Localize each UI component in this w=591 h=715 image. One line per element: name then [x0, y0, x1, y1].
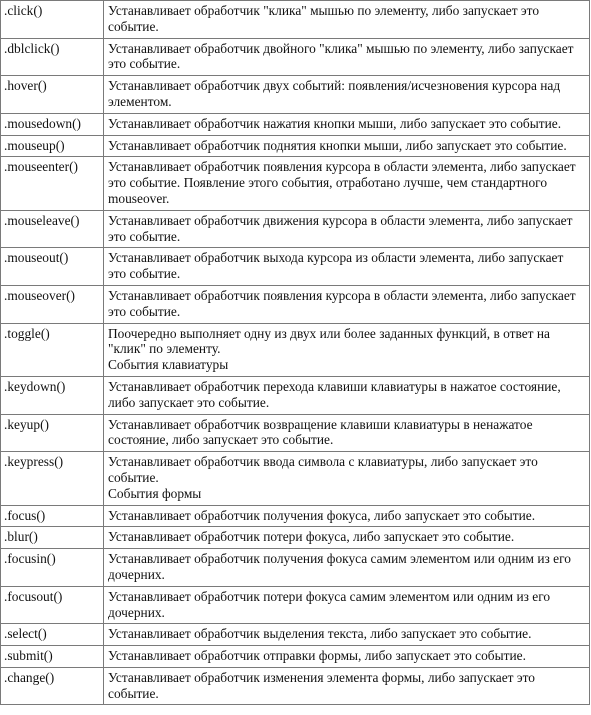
description-cell	[104, 76, 590, 114]
method-cell: .submit()	[1, 646, 104, 668]
table-row	[1, 505, 590, 527]
table-row	[1, 113, 590, 135]
method-cell: .mouseup()	[1, 135, 104, 157]
table-row	[1, 1, 590, 39]
description-cell	[104, 414, 590, 452]
table-row	[1, 549, 590, 587]
description-text: Устанавливает обработчик потери фокуса, либо запускает это событие.	[108, 529, 515, 545]
method-cell: .keydown()	[1, 376, 104, 414]
description-cell	[104, 586, 590, 624]
table-row	[1, 624, 590, 646]
description-cell	[104, 210, 590, 248]
method-cell: .blur()	[1, 527, 104, 549]
description-cell	[104, 549, 590, 587]
description-text: Устанавливает обработчик потери фокуса самим элементом или одним из его дочерних.	[108, 588, 551, 620]
table-row	[1, 586, 590, 624]
table-row	[1, 452, 590, 505]
description-cell	[104, 38, 590, 76]
description-cell	[104, 248, 590, 286]
description-cell	[104, 505, 590, 527]
table-row	[1, 38, 590, 76]
section-heading: События формы	[108, 485, 202, 501]
description-cell	[104, 452, 590, 505]
table-row	[1, 285, 590, 323]
table-row	[1, 414, 590, 452]
description-cell	[104, 1, 590, 39]
description-text: Устанавливает обработчик поднятия кнопки мыши, либо запускает это событие.	[108, 137, 567, 153]
table-row	[1, 667, 590, 705]
description-cell	[104, 157, 590, 210]
description-text: Устанавливает обработчик отправки формы, либо запускает это событие.	[108, 648, 526, 664]
description-text: Устанавливает обработчик нажатия кнопки мыши, либо запускает это событие.	[108, 115, 562, 131]
method-cell: .mouseout()	[1, 248, 104, 286]
table-row	[1, 135, 590, 157]
method-cell: .hover()	[1, 76, 104, 114]
description-text: Устанавливает обработчик "клика" мышью по элементу, либо запускает это событие.	[108, 3, 540, 34]
method-cell: .mouseleave()	[1, 210, 104, 248]
description-cell	[104, 323, 590, 376]
table-row	[1, 157, 590, 210]
description-text: Устанавливает обработчик ввода символа с клавиатуры, либо запускает это событие.	[108, 454, 538, 485]
description-cell	[104, 376, 590, 414]
method-cell: .keypress()	[1, 452, 104, 505]
description-cell	[104, 624, 590, 646]
description-text: Устанавливает обработчик изменения элемента формы, либо запускает это событие.	[108, 669, 535, 701]
description-text: Устанавливает обработчик двойного "клика" мышью по элементу, либо запускает это событие.	[108, 40, 574, 72]
table-row	[1, 527, 590, 549]
method-cell: .mousedown()	[1, 113, 104, 135]
description-text: Устанавливает обработчик появления курсора в области элемента, либо запускает это событие.	[108, 287, 576, 319]
method-cell: .select()	[1, 624, 104, 646]
method-cell: .click()	[1, 1, 104, 39]
description-cell	[104, 285, 590, 323]
description-cell	[104, 135, 590, 157]
table-row	[1, 248, 590, 286]
description-text: Устанавливает обработчик выделения текста, либо запускает это событие.	[108, 626, 532, 642]
description-text: Устанавливает обработчик двух событий: появления/исчезновения курсора над элементом.	[108, 78, 561, 109]
description-text: Устанавливает обработчик получения фокуса, либо запускает это событие.	[108, 507, 536, 523]
table-row	[1, 323, 590, 376]
method-cell: .focusin()	[1, 549, 104, 587]
method-cell: .mouseover()	[1, 285, 104, 323]
description-cell	[104, 527, 590, 549]
description-cell	[104, 113, 590, 135]
table-row	[1, 646, 590, 668]
description-text: Устанавливает обработчик движения курсора в области элемента, либо запускает это событие.	[108, 212, 573, 244]
method-cell: .dblclick()	[1, 38, 104, 76]
method-cell: .mouseenter()	[1, 157, 104, 210]
method-cell: .keyup()	[1, 414, 104, 452]
description-text: Устанавливает обработчик появления курсора в области элемента, либо запускает это событие. Появление этого события, отработано лучше, чем стандартного mouseover.	[108, 159, 576, 206]
description-text: Устанавливает обработчик возвращение клавиши клавиатуры в ненажатое состояние, либо запускает это событие.	[108, 416, 533, 448]
description-text: Поочередно выполняет одну из двух или более заданных функций, в ответ на "клик" по элементу.	[108, 325, 550, 357]
method-cell: .focus()	[1, 505, 104, 527]
section-heading: События клавиатуры	[108, 357, 229, 373]
table-row	[1, 210, 590, 248]
method-cell: .change()	[1, 667, 104, 705]
description-cell	[104, 667, 590, 705]
description-text: Устанавливает обработчик получения фокуса самим элементом или одним из его дочерних.	[108, 551, 571, 582]
description-text: Устанавливает обработчик выхода курсора из области элемента, либо запускает это событие.	[108, 250, 564, 282]
method-cell: .toggle()	[1, 323, 104, 376]
description-text: Устанавливает обработчик перехода клавиши клавиатуры в нажатое состояние, либо запускает это событие.	[108, 378, 561, 410]
description-cell	[104, 646, 590, 668]
table-row	[1, 76, 590, 114]
method-cell: .focusout()	[1, 586, 104, 624]
table-row	[1, 376, 590, 414]
